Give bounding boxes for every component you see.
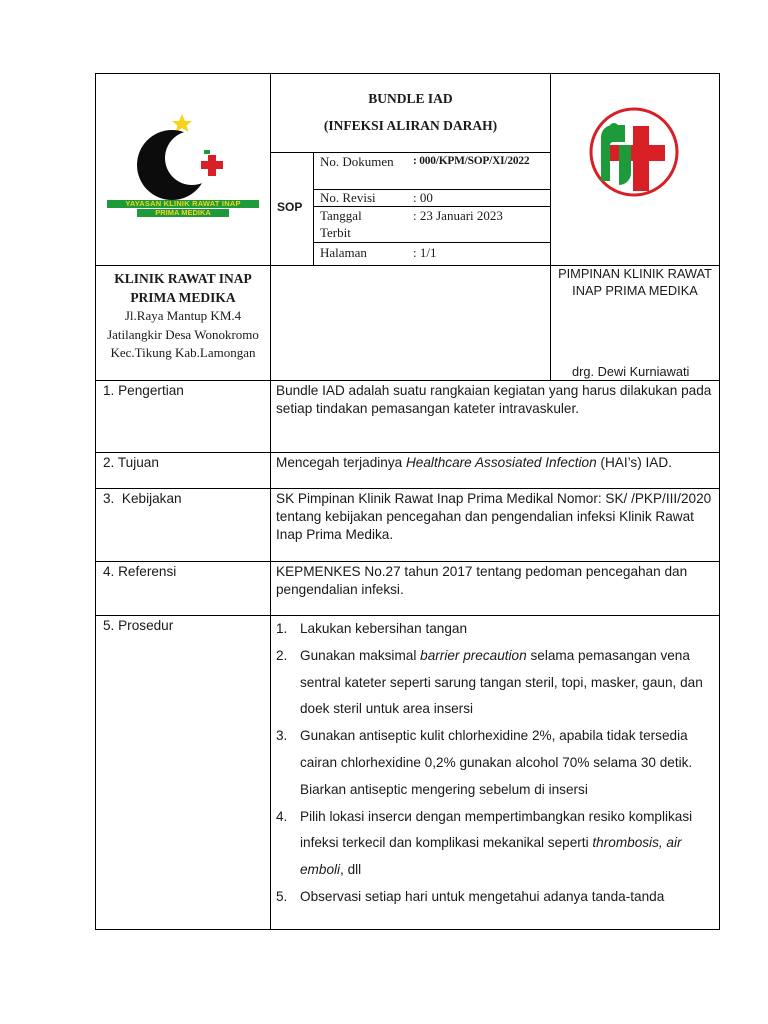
border-bottom: [95, 929, 720, 930]
divider-row-tujuan: [95, 452, 720, 453]
label-prosedur: 5. Prosedur: [103, 618, 174, 633]
border-left: [95, 73, 96, 930]
medical-cross-logo-icon: [583, 107, 693, 197]
procedure-step: [276, 804, 712, 884]
clinic-address: Jl.Raya Mantup KM.4 Jatilangkir Desa Wonokromo Kec.Tikung Kab.Lamongan: [107, 308, 259, 360]
meta-label-tanggal: Tanggal Terbit: [320, 208, 362, 240]
step-text: Gunakan antiseptic kulit chlorhexidine 2%, apabila tidak tersedia cairan chlorhexidine 0,2% gunakan alcohol 70% selama 30 detik. Biarkan antiseptic mengering sebelum di insersi: [300, 728, 693, 797]
label-kebijakan: 3. Kebijakan: [103, 491, 182, 506]
text-pengertian: Bundle IAD adalah suatu rangkaian kegiatan yang harus dilakukan pada setiap tindakan pemasangan kateter intravaskuler.: [276, 383, 712, 416]
logo-banner-line1: YAYASAN KLINIK RAWAT INAP: [125, 199, 241, 208]
divider-row-kebijakan: [95, 488, 720, 489]
text-kebijakan: SK Pimpinan Klinik Rawat Inap Prima Medikal Nomor: SK/ /PKP/III/2020 tentang kebijakan pencegahan dan pengendalian infeksi Klinik Rawat Inap Prima Medika.: [276, 491, 719, 542]
step-text: Pilih lokasi inserси dengan mempertimbangkan resiko komplikasi infeksi terkecil dan komplikasi mekanikal seperti thrombosis, air emboli, dll: [300, 808, 693, 878]
label-tujuan: 2. Tujuan: [103, 455, 159, 470]
text-referensi: KEPMENKES No.27 tahun 2017 tentang pedoman pencegahan dan pengendalian infeksi.: [276, 564, 688, 597]
procedure-step: [276, 884, 712, 911]
meta-value-dokumen: : 000/KPM/SOP/XI/2022: [413, 155, 530, 167]
step-number: 4.: [276, 808, 288, 824]
meta-label-revisi: No. Revisi: [320, 190, 376, 205]
step-text: Gunakan maksimal barrier precaution selama pemasangan vena sentral kateter seperti sarung tangan steril, topi, masker, gaun, dan doek steril untuk area insersi: [300, 647, 703, 717]
divider-logo-col: [270, 73, 271, 930]
procedure-step: [276, 723, 712, 803]
meta-label-halaman: Halaman: [320, 245, 367, 260]
border-top: [95, 73, 720, 74]
clinic-name: KLINIK RAWAT INAP PRIMA MEDIKA: [114, 271, 252, 305]
procedure-list: [276, 616, 712, 911]
step-text: Lakukan kebersihan tangan: [300, 621, 468, 636]
step-number: 2.: [276, 647, 288, 663]
step-text: Observasi setiap hari untuk mengetahui adanya tanda-tanda: [300, 888, 665, 904]
label-pengertian: 1. Pengertian: [103, 383, 184, 398]
meta-value-revisi: : 00: [413, 190, 433, 205]
approval-name: drg. Dewi Kurniawati: [572, 364, 690, 379]
tujuan-text-a: Mencegah terjadinya: [276, 455, 406, 470]
divider-meta3: [313, 242, 551, 243]
sop-label: SOP: [277, 200, 303, 214]
doc-subtitle: (INFEKSI ALIRAN DARAH): [323, 118, 498, 133]
logo-banner-line2: PRIMA MEDIKA: [155, 208, 211, 217]
text-tujuan: [276, 454, 712, 471]
step-number: 5.: [276, 888, 288, 904]
divider-row-pengertian: [95, 380, 720, 381]
procedure-step: [276, 643, 712, 723]
foundation-logo: [100, 105, 266, 225]
doc-title: BUNDLE IAD: [368, 91, 453, 106]
step-number: 1.: [276, 621, 288, 636]
divider-row-referensi: [95, 561, 720, 562]
meta-label-dokumen: No. Dokumen: [320, 154, 394, 169]
clinic-logo: [583, 107, 693, 197]
divider-logo2-col: [550, 73, 551, 380]
tujuan-text-italic: Healthcare Assosiated Infection: [405, 455, 597, 470]
step-number: 3.: [276, 728, 288, 744]
procedure-step: [276, 616, 712, 643]
border-right: [719, 73, 720, 930]
label-referensi: 4. Referensi: [103, 564, 177, 579]
tujuan-text-b: (HAI’s) IAD.: [596, 455, 672, 470]
approval-title: PIMPINAN KLINIK RAWAT INAP PRIMA MEDIKA: [558, 266, 712, 298]
divider-sop-col: [313, 152, 314, 265]
meta-value-tanggal: : 23 Januari 2023: [413, 208, 503, 223]
meta-value-halaman: : 1/1: [413, 245, 437, 260]
